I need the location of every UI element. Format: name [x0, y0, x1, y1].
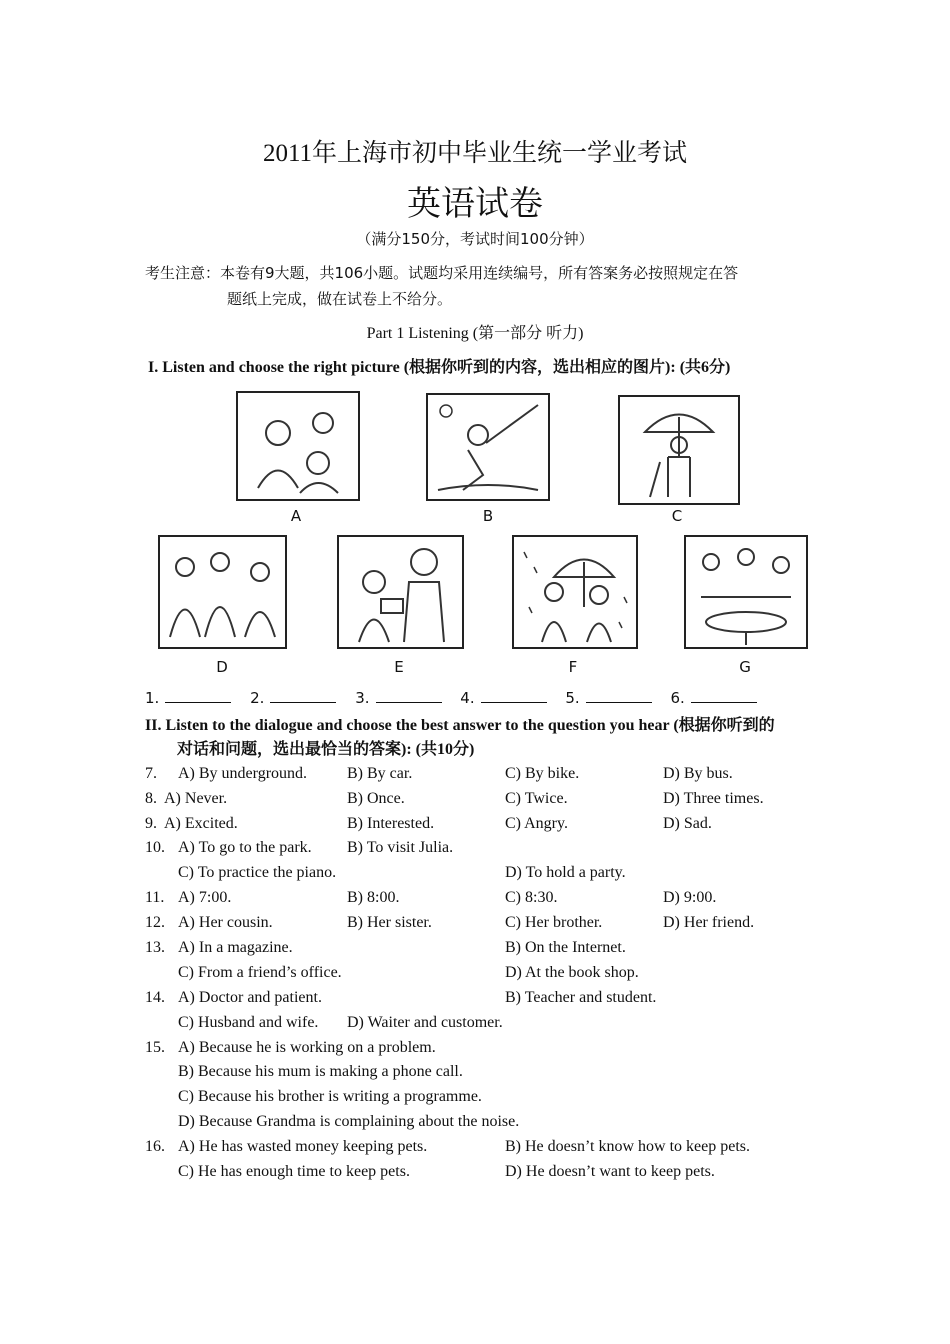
option-c[interactable]: C) To practice the piano.: [178, 864, 337, 881]
option-d[interactable]: D) Because Grandma is complaining about the noise.: [178, 1113, 520, 1130]
picture-label-g: G: [739, 658, 751, 676]
picture-label-a: A: [290, 507, 302, 525]
question-number: 7.: [145, 765, 157, 782]
picture-c: [618, 395, 740, 505]
option-b[interactable]: B) Once.: [347, 790, 405, 807]
option-b[interactable]: B) Teacher and student.: [505, 989, 657, 1006]
question-number: 15.: [145, 1039, 165, 1056]
option-a[interactable]: A) In a magazine.: [178, 939, 293, 956]
people-sketch-icon: [238, 393, 358, 499]
option-a[interactable]: A) 7:00.: [178, 889, 232, 906]
picture-e: [337, 535, 464, 649]
option-a[interactable]: A) By underground.: [178, 765, 308, 782]
crowd-sketch-icon: [160, 537, 285, 647]
score-time: （满分150分，考试时间100分钟）: [356, 230, 594, 248]
section2-line-1: II. Listen to the dialogue and choose the best answer to the question you hear (根据你听到的: [145, 717, 775, 734]
option-c[interactable]: C) Twice.: [505, 790, 568, 807]
exam-title: 2011年上海市初中毕业生统一学业考试: [262, 140, 688, 167]
notice-line-1: 考生注意：本卷有9大题，共106小题。试题均采用连续编号，所有答案务必按照规定在答: [145, 264, 739, 282]
section2-line-2: 对话和问题，选出最恰当的答案): (共10分): [177, 741, 475, 758]
option-c[interactable]: C) Angry.: [505, 815, 568, 832]
blank-6[interactable]: 6.: [670, 688, 756, 707]
question-number: 10.: [145, 839, 165, 856]
question-number: 11.: [145, 889, 165, 906]
blank-2[interactable]: 2.: [250, 688, 336, 707]
option-a[interactable]: A) Doctor and patient.: [178, 989, 322, 1006]
option-b[interactable]: B) 8:00.: [347, 889, 400, 906]
picture-label-e: E: [394, 658, 404, 676]
question-number: 13.: [145, 939, 165, 956]
option-c[interactable]: C) Because his brother is writing a programme.: [178, 1088, 482, 1105]
exam-subject: 英语试卷: [407, 184, 543, 224]
option-d[interactable]: D) By bus.: [663, 765, 733, 782]
option-b[interactable]: B) Her sister.: [347, 914, 432, 931]
option-b[interactable]: B) On the Internet.: [505, 939, 626, 956]
picture-g: [684, 535, 808, 649]
option-d[interactable]: D) To hold a party.: [505, 864, 626, 881]
option-b[interactable]: B) Interested.: [347, 815, 435, 832]
option-b[interactable]: B) By car.: [347, 765, 413, 782]
option-a[interactable]: A) To go to the park.: [178, 839, 312, 856]
option-a[interactable]: A) Her cousin.: [178, 914, 273, 931]
picture-label-b: B: [482, 507, 494, 525]
blank-1[interactable]: 1.: [145, 688, 231, 707]
option-a[interactable]: A) He has wasted money keeping pets.: [178, 1138, 428, 1155]
restaurant-sketch-icon: [686, 537, 806, 647]
option-b[interactable]: B) To visit Julia.: [347, 839, 454, 856]
question-number: 16.: [145, 1138, 165, 1155]
option-d[interactable]: D) At the book shop.: [505, 964, 639, 981]
option-d[interactable]: D) 9:00.: [663, 889, 717, 906]
teacher-student-icon: [339, 537, 462, 647]
picture-a: [236, 391, 360, 501]
rain-umbrella-icon: [514, 537, 636, 647]
picture-label-d: D: [216, 658, 228, 676]
picture-b: [426, 393, 550, 501]
blank-3[interactable]: 3.: [355, 688, 441, 707]
option-c[interactable]: C) Husband and wife.: [178, 1014, 319, 1031]
question-number: 12.: [145, 914, 165, 931]
answer-blanks: [145, 688, 771, 707]
picture-d: [158, 535, 287, 649]
option-a[interactable]: A) Never.: [164, 790, 228, 807]
question-number: 14.: [145, 989, 165, 1006]
option-a[interactable]: A) Excited.: [164, 815, 238, 832]
option-c[interactable]: C) From a friend’s office.: [178, 964, 342, 981]
option-d[interactable]: D) Her friend.: [663, 914, 755, 931]
part1-title: Part 1 Listening (第一部分 听力): [366, 325, 584, 342]
picture-label-c: C: [671, 507, 683, 525]
question-number: 8.: [145, 790, 157, 807]
blank-4[interactable]: 4.: [460, 688, 546, 707]
option-d[interactable]: D) Waiter and customer.: [347, 1014, 503, 1031]
section1-title: I. Listen and choose the right picture (根据你听到的内容，选出相应的图片): (共6分): [148, 359, 731, 376]
picture-f: [512, 535, 638, 649]
option-d[interactable]: D) Sad.: [663, 815, 712, 832]
option-c[interactable]: C) Her brother.: [505, 914, 603, 931]
blank-5[interactable]: 5.: [565, 688, 651, 707]
fishing-sketch-icon: [428, 395, 548, 499]
option-b[interactable]: B) Because his mum is making a phone call.: [178, 1063, 463, 1080]
option-c[interactable]: C) 8:30.: [505, 889, 558, 906]
option-c[interactable]: C) By bike.: [505, 765, 580, 782]
picture-label-f: F: [568, 658, 578, 676]
option-a[interactable]: A) Because he is working on a problem.: [178, 1039, 436, 1056]
option-c[interactable]: C) He has enough time to keep pets.: [178, 1163, 410, 1180]
option-b[interactable]: B) He doesn’t know how to keep pets.: [505, 1138, 750, 1155]
umbrella-man-icon: [620, 397, 738, 503]
exam-notice: [145, 260, 815, 312]
question-number: 9.: [145, 815, 157, 832]
option-d[interactable]: D) He doesn’t want to keep pets.: [505, 1163, 715, 1180]
option-d[interactable]: D) Three times.: [663, 790, 764, 807]
notice-line-2: 题纸上完成，做在试卷上不给分。: [227, 290, 453, 308]
section2-title: [145, 714, 815, 762]
